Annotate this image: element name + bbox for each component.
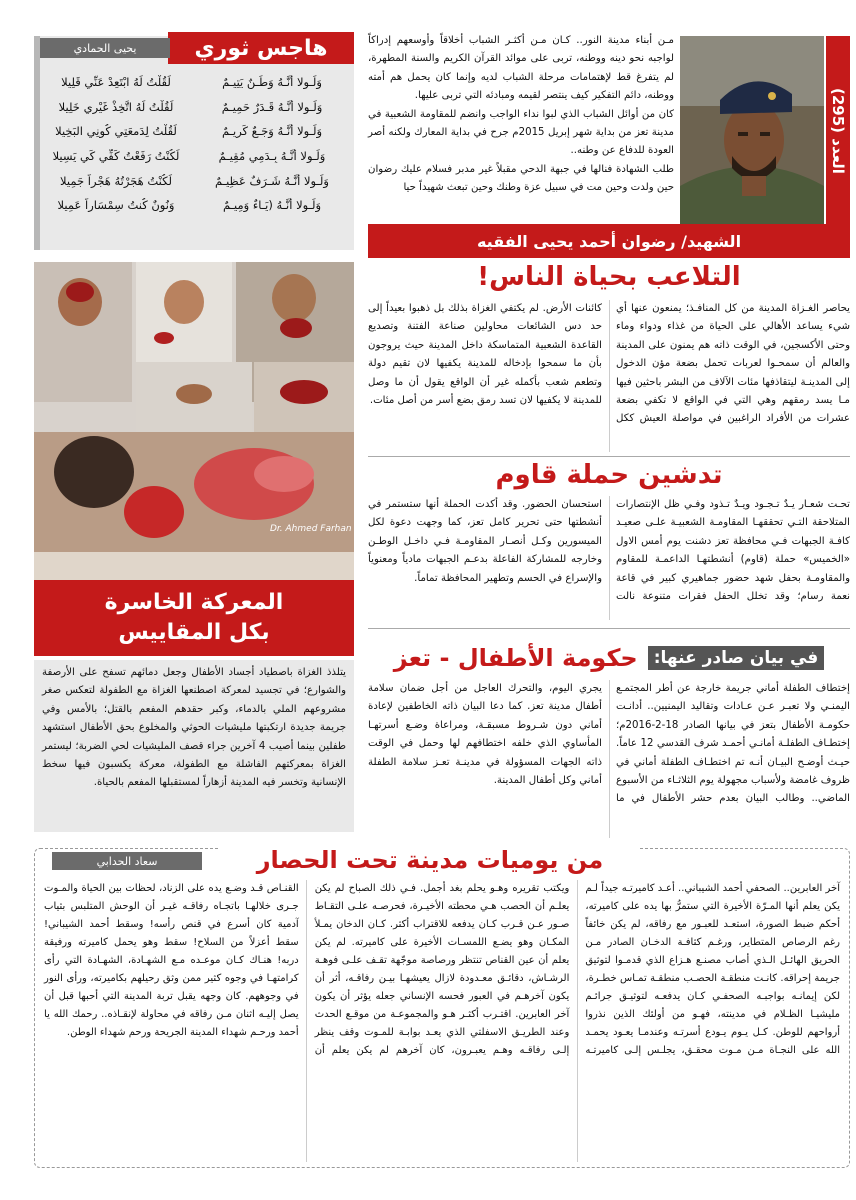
- gov-headline-title: حكومة الأطفال - تعز: [393, 644, 638, 672]
- martyr-photo: [680, 36, 824, 226]
- gov-article-body: إختطاف الطفلة أماني جريمة خارجة عن أطر المجتمـع اليمنـي ولا تعبـر عـن عـادات وتقاليد اليمنيين.. أدانـت حكومـة الأطفال بتعز في بيانها الصادر 18-2-2016م؛ إختطـاف الطفلـة أمانـي أحمـد شرف القدسي 12 عاماً. حيـث أوضـح البيـان أنـه تم اختطـاف الطفلة أماني في ظروف غامضة ولأسباب مجهولة يوم الثلاثـاء من الأسبوع الماضي.. وطالب البيان بعدم حشر الأطفال في ما يجري اليوم، والتحرك العاجل من أجل ضمان سلامة أطفال مدينة تعز. كما دعا البيان ذاته الخاطفين لإعادة أماني دون شـروط مسبقـة، ومراعاة وضـع أسرتهـا المأساوي الذي خلفه اختطافهم لها وحمل في الوقت ذاته الجهات المسؤولة في مدينـة تعـز سلامة الطفلة أماني وكل أطفال المدينة.: [368, 683, 850, 805]
- martyr-paragraph-2: كان من أوائل الشباب الذي لبوا نداء الواجب وانضم للمقاومة الشعبية في مدينة تعز من بداية شهر إبريل 2015م جرح في بداية المعارك ولكنه أصر العودة للدفاع عن وطنه..: [368, 108, 674, 157]
- issue-number-tab: العدد (295): [826, 36, 850, 226]
- launch-article-body: تحـت شعـار يـدٌ تـجـود ويـدٌ تـذود وفـي ظل الإنتصارات المتلاحقة التـي تحققهـا المقاومـة الشعبيـة علـى صعيـد كافـة الجبهات فـي محافظة تعز دشنت يوم أمس الاول «الخميس» حملة (قاوم) أنشطتهـا الداعمـة للمقاوم والمقاومـة بحفل شهد حضور جماهيري كبير في قاعة نعمة رسام؛ وقد تخلل الحفل فقرات متنوعة نالت استحسان الحضور. وقد أكدت الحملة أنها ستستمر في أنشطتها حتى تحرير كامل تعز، كما وجهت دعوة لكل الميسورين وكـل أنصـار المقاومـة فـي داخـل الوطـن وخارجه للمشاركة الفاعلة بدعـم الجبهات مادياً ومعنوياً والإسراع في الحسم وتطهير المحافظة تماماً.: [368, 499, 850, 603]
- poem-verse: وَلَـولا أنَّـهُ شَـرَفٌ عَظِيـمٌ لَكُنْتُ هَجَرْتُهُ هَجْراً جَمِيلا: [60, 173, 329, 188]
- poem-author: يحيى الحمادي: [40, 38, 170, 58]
- battle-article-body: يتلذذ الغزاة باصطياد أجساد الأطفال وجعل دمائهم تسفح على الأرصفة والشوارع؛ في تجسيد لمعركة اصطنعها الغزاة مع الطفولة لتعكس صغر مشروعهم الملي بالدماء، وكبر حقدهم المفعم بالقتل؛ بالأمس وفي جريمة جديدة ارتكبتها مليشيات الحوثي والمخلوع بحق الأطفال استشهد طفلين بينما أصيب 4 آخرين جراء قصف المليشيات لحي الضربة؛ ليستمر الغزاة بمعركتهم الفاشلة مع الطفولة، معركة يكسبون فيها سخط الإنسانية وتخسر فيه المدينة أزهاراً لمستقبلها المفعم بالحياة.: [34, 660, 354, 832]
- martyr-biography: [368, 32, 674, 222]
- diary-article-body: آخر العابرين.. الصحفي أحمد الشيباني.. أعـد كاميرتـه جيداً لـم يكن يعلم أنها المـرّة الأخيرة التي ستمرُّ بها يده على كاميرته، أحكم ضبط الصورة، استعـد للعبـور مع رفاقه، لم يكن خائفاً رغم الرصاص المتطاير، ورغـم كثافـة الدخـان الصادر مـن الحريق الهائـل الـذي أصاب مصنـع هـزاع الذي قدمـوا لتوثيق جريمة إحراقه. كانـت منطقـة الحصـب منطقـة تمـاس خطـرة، لكن إيمانـه بواجبـه الصحفـي كـان يدفعـه لتوثيـق جرائـم مليشيـا الظـلام في مدينته، فهـو من أولئك الذين نذروا أرواحهم للوطن. كـل يـوم يـودع أسرتـه وعندمـا يعـود يحمـد الله على النجـاة مـن مـوت محقـق، يجلـس إلـى كاميرتـه ويكتب تقريره وهـو يحلم بغد أجمل. فـي ذلك الصباح لم يكن يعلـم أن الحصب هـي محطته الأخيـرة، فحرصـه علـى التقـاط صـور عـن قـرب كـان يدفعه للاقتراب أكثر. كـان الدخان يمـلأ المكـان وهو يضـع اللمسـات الأخيرة على كاميرته. لم يكن يعلم أن عين القناص تنتظر ورصاصة موجّهة تقـف علـى فوهـة الرشـاش، دقائـق معـدودة لازال يعيشهـا بيـن رفاقـه، أثر أن يكون آخرهـم في العبور فحسه الإنساني جعله يؤثر أن يكون آخر العابرين. اقتـرب أكثـر هـو والمجموعـة من موقـع الحدث وعند الطريـق الاسفلتي الذي يعـد بوابـة للمـوت وقف ينظر إلـى رفاقـه وهـم يعبـرون، كان آخرهم لم يكن يعلم أن القنـاص قـد وضـع يده على الزناد، لحظات بين الحياة والمـوت جـرى خلالهـا باتجـاه رفاقـه غيـر أن الوحش المتلبس بثياب آدمية كان أسرع في قنص رأسه! وسقط أحمد الشيباني! سقط أعزلاً من السلاح! سقط وهو يحمل كاميرته ورفيقة دربه! هنـاك كـان موعـده مـع الشهـادة، الشهـادة التي رأى كرامتهـا في وجوه كثير ممن وثق رحيلهم بكاميرته، ورأى النور في وجوههم. كان وجهه يقبل تربة المدينة التي أحبها قبل أن يصل إليـه اثنان مـن رفاقه في محاولة لإنقـاذه.. رحمك الله يا أحمد ورحـم شهداء المدينة الجريحة ورحم شهداء الوطن.: [44, 883, 840, 1056]
- battle-headline-line1: المعركة الخاسرة: [104, 590, 284, 615]
- diary-author: سعاد الحدابي: [52, 852, 202, 870]
- poem-title: هاجس ثوري: [168, 32, 354, 64]
- poem-verse: وَلَـولا أنَّـهُ وَجَـعٌ كَرِيـمٌ لَقُلْتُ لِدَمعَتِي كُونِي البَخِيلا: [55, 124, 323, 139]
- play-article-body: يحاصر الغـزاة المدينة من كل المنافـذ؛ يمنعون عنها أي شيء يساعد الأهالي على الحياة من غذاء ودواء وماء وحتى الأكسجين، في الوقت ذاته هم يمنون على المدينة والعالم أن سمحـوا لعربات تحمل بضعة مؤن الدخول إلى المدينـة ليتقاذفها مئات الآلاف من البشر باحثين فيها مـا يسد رمقهم وهي التي في الواقع لا تكفي بضعة عشرات من الأفراد الراغبين في مواصلة العيش ككل كائنات الأرض. لم يكتفي الغزاة بذلك بل ذهبوا بعيداً إلى حد دس الشائعات محاولين صناعة الفتنة وتصديع القاعدة الشعبية المتماسكة داخل المدينة حيث يروجون بأن ما سمحوا بإدخاله للمدينة يكفيها لان تقيم دولة وتطعم شعب بأكمله غير أن الواقع يقول أن ما وصل للمدينة لا يكفيها لان تسد رمق بضع أسر من أصل مئات.: [368, 303, 850, 425]
- poem-verse: وَلَـولا أنَّـهُ وَطَـنٌ يَتِيـمٌ لَقُلْتُ لَهُ ابْتَعِدْ عَنِّي قَلِيلا: [61, 75, 322, 90]
- martyr-paragraph-1: مـن أبناء مدينة النور.. كـان مـن أكثـر الشباب أخلاقاً وأوسعهم إدراكاً لواجبه نحو دينه ووطنه، تربى على موائد القرآن الكريم والسنة المطهرة، لم يتفرغ قط لإهتمامات مرحلة الشباب لديه وإنما كان يحمل هم أمته ووطنه، دائم التفكير كيف ينتصر لقيمه ومبادئه التي تربى عليها.: [368, 35, 674, 102]
- photo-watermark: Dr. Ahmed Farhan: [270, 524, 352, 534]
- launch-headline: تدشين حملة قاوم: [495, 460, 723, 490]
- battle-headline: [34, 580, 354, 656]
- injured-children-photo-collage: [34, 262, 354, 580]
- martyr-paragraph-3: طلب الشهادة فنالها في جبهة الدحي مقبلاً غير مدبر فسلام عليك رضوان حين ولدت وحين مت في سبيل عزة وطنك وحين تبعث شهيداً حيا: [368, 163, 674, 194]
- poem-verse: وَلَـولا أنَّـهُ بِـدَمِي مُقِيـمٌ لَكُنْتُ رَفَعْتُ كَفِّي كَي يَسِيلا: [52, 149, 326, 164]
- gov-headline: [368, 638, 850, 678]
- poem-verse: وَلَـولا أنَّـهُ قَـدَرٌ حَمِيـمٌ لَقُلْتُ لَهُ اتَّخِذْ غَيْرِي خَلِيلا: [58, 99, 323, 114]
- play-headline: التلاعب بحياة الناس!: [477, 262, 741, 292]
- section-divider: [368, 628, 850, 629]
- martyr-name-banner: الشهيد/ رضوان أحمد يحيى الفقيه: [368, 224, 850, 258]
- poem-verse: وَلَـولا أنَّـهُ (يَـاءٌ وَمِيـمٌ وَنُونٌ كُنتُ سِمْسَاراً عَمِيلا: [57, 198, 321, 213]
- diary-headline: من يوميات مدينة تحت الحصار: [220, 846, 640, 878]
- poem-verses: [44, 70, 344, 246]
- battle-headline-line2: بكل المقاييس: [118, 620, 270, 645]
- section-divider: [368, 456, 850, 457]
- gov-headline-prefix: في بيان صادر عنها:: [648, 646, 825, 670]
